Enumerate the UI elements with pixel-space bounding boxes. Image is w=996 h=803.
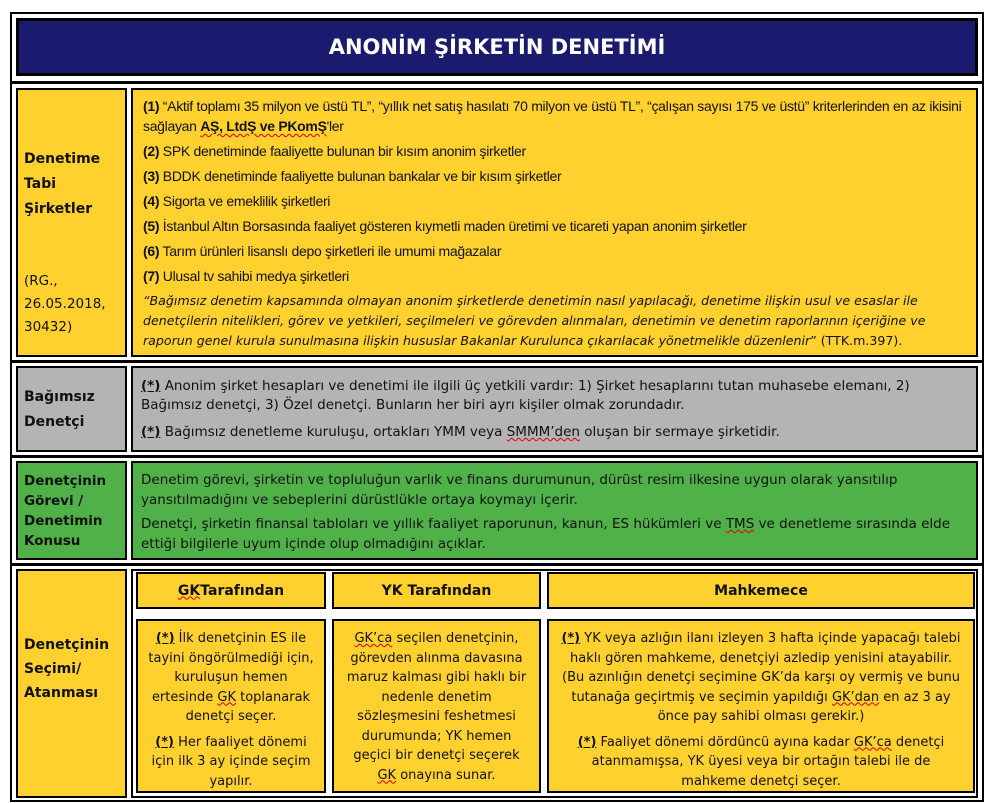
- item-text: sağlayan: [143, 118, 201, 134]
- paragraph-text: yapılır.: [209, 773, 253, 789]
- paragraph-text: yansıtılmadığını ve sebeplerini dürüstlükle ortaya koymayı içerir.: [141, 492, 578, 508]
- item-number: (5): [143, 218, 160, 234]
- paragraph-text: için ilk 3 ay içinde seçim: [151, 754, 311, 769]
- independent-auditor-paragraph-2: [141, 423, 780, 442]
- paragraph-text: TMS: [725, 516, 755, 532]
- paragraph-text: geçici bir denetçi seçerek: [353, 748, 520, 763]
- company-types: AŞ, LtdŞ ve PKomŞ: [200, 118, 327, 134]
- paragraph-text: SMMM’den: [506, 424, 580, 440]
- item-1-line-b: [143, 118, 344, 134]
- paragraph-text: haklı gören mahkeme, denetçiyi azledip yenisini atayabilir.: [570, 650, 952, 666]
- section1-ref-line: 26.05.2018,: [24, 296, 106, 312]
- item-text: Tarım ürünleri lisanslı depo şirketleri ile umumi mağazalar: [159, 243, 502, 259]
- note-marker: (*): [155, 631, 175, 646]
- item-text: BDDK denetiminde faaliyette bulunan bankalar ve bir kısım şirketler: [159, 168, 562, 184]
- paragraph-text: ertesinde: [151, 689, 218, 705]
- paragraph-text: GK’dan: [831, 689, 880, 705]
- col-gk-header: [136, 572, 326, 609]
- header-text: Tarafından: [200, 582, 285, 599]
- independent-auditor-paragraph-1: [141, 377, 910, 415]
- paragraph-text: kuruluşun hemen: [174, 670, 288, 685]
- section2-content-cell: [131, 366, 978, 452]
- note-marker: (*): [141, 378, 161, 394]
- paragraph-text: Bağımsız denetleme kuruluşu, ortakları YMM veya: [160, 424, 507, 440]
- paragraph-text: onayına sunar.: [396, 767, 496, 783]
- paragraph-text: maruz kalması gibi haklı bir: [346, 670, 527, 685]
- item-text: SPK denetiminde faaliyette bulunan bir kısım anonim şirketler: [159, 143, 526, 159]
- section4-label-line: Denetçinin: [24, 637, 110, 653]
- item-number: (7): [143, 268, 160, 284]
- paragraph-text: Her faaliyet dönemi: [173, 734, 307, 750]
- header-text: YK Tarafından: [381, 582, 492, 599]
- item-number: (1): [143, 98, 160, 114]
- section1-ref-line: (RG.,: [24, 273, 58, 289]
- paragraph-text: YK veya azlığın ilanı izleyen 3 hafta içinde yapacağı talebi: [580, 631, 961, 646]
- item-text: “Aktif toplamı 35 milyon ve üstü TL”, “yıllık net satış hasılatı 70 milyon ve üstü TL”, “çalışan sayısı 175 ve üstü” kriterlerinden en az ikisini: [159, 98, 962, 114]
- section1-content-cell: [131, 88, 978, 357]
- col-yk-header: [332, 572, 541, 609]
- paragraph-text: Anonim şirket hesapları ve denetimi ile ilgili üç yetkili vardır: 1) Şirket hesaplarını tutan muhasebe elemanı, 2): [160, 378, 910, 394]
- paragraph-text: ettiği bilgilerle uyum içinde olup olmadığını açıklar.: [141, 536, 486, 552]
- divider: [12, 455, 982, 458]
- item-1-line-a: [143, 98, 961, 114]
- section4-label-cell: [16, 569, 127, 798]
- paragraph-text: oluşan bir sermaye şirketidir.: [579, 424, 780, 440]
- paragraph-text: seçilen denetçinin,: [392, 631, 519, 646]
- section3-label-line: Konusu: [24, 533, 81, 549]
- section3-label-line: Denetimin: [24, 513, 103, 529]
- item-number: (3): [143, 168, 160, 184]
- section4-label-line: Seçimi/: [24, 661, 82, 677]
- note-marker: (*): [155, 734, 174, 750]
- item-text: Sigorta ve emeklilik şirketleri: [159, 193, 331, 209]
- item-7: [143, 268, 349, 284]
- paragraph-text: görevden alınma davasına: [350, 650, 523, 666]
- section3-label-line: Görevi /: [24, 493, 84, 509]
- paragraph-text: mahkeme denetçi seçer.: [681, 773, 841, 789]
- item-text: İstanbul Altın Borsasında faaliyet gösteren kıymetli maden üretimi ve ticareti yapan anonim şirketler: [159, 218, 747, 234]
- paragraph-text: Bağımsız denetçi, 3) Özel denetçi. Bunların her biri ayrı kişiler olmak zorundadır.: [141, 397, 685, 413]
- audit-duty-paragraph-1: [141, 470, 898, 510]
- paragraph-text: Faaliyet dönemi dördüncü ayına kadar: [596, 734, 854, 750]
- section1-label-cell: [16, 88, 127, 357]
- paragraph-text: tayini öngörülmediği için,: [148, 650, 314, 666]
- paragraph-text: toplanarak: [236, 689, 311, 705]
- paragraph-text: durumunda; YK hemen: [361, 728, 512, 744]
- paragraph-text: sözleşmesini feshetmesi: [357, 709, 516, 724]
- divider: [12, 81, 982, 84]
- header-text: Mahkemece: [714, 582, 808, 599]
- section1-label-line: Şirketler: [24, 201, 93, 217]
- paragraph-text: GK’ca: [354, 631, 393, 646]
- divider: [12, 563, 982, 566]
- paragraph-text: ve denetleme sırasında elde: [754, 516, 951, 532]
- paragraph-text: atanmamışsa, YK üyesi veya bir ortağın talebi ile de: [591, 754, 931, 769]
- item-number: (4): [143, 193, 160, 209]
- item-number: (2): [143, 143, 160, 159]
- paragraph-text: GK’ca: [853, 734, 892, 750]
- paragraph-text: denetçi seçer.: [185, 709, 277, 724]
- paragraph-text: İlk denetçinin ES ile: [174, 631, 307, 646]
- header-text: GK: [177, 582, 201, 599]
- paragraph-text: denetçi: [891, 734, 945, 750]
- col-yk-body: [332, 619, 541, 793]
- col-gk-body: [136, 619, 326, 793]
- item-4: [143, 193, 330, 209]
- paragraph-text: en az 3 ay: [879, 689, 951, 705]
- section3-label-cell: [16, 461, 127, 560]
- paragraph-text: GK: [217, 689, 236, 705]
- paragraph-text: nedenle denetim: [381, 689, 492, 705]
- section3-content-cell: [131, 461, 978, 560]
- note-marker: (*): [561, 631, 581, 646]
- quote-line: “Bağımsız denetim kapsamında olmayan anonim şirketlerde denetimin nasıl yapılacağı, denetime ilişkin usul ve esaslar ile: [143, 293, 918, 308]
- item-number: (6): [143, 243, 160, 259]
- section1-ref-line: 30432): [24, 319, 73, 335]
- paragraph-text: Denetçi, şirketin finansal tabloları ve yıllık faaliyet raporunun, kanun, ES hükümleri ve: [141, 516, 726, 532]
- section1-label-line: Tabi: [24, 176, 57, 192]
- page-title-bar: [16, 18, 978, 76]
- section4-label-line: Atanması: [24, 685, 99, 701]
- item-6: [143, 243, 501, 259]
- col-court-header: [547, 572, 975, 609]
- section2-label-line: Denetçi: [24, 414, 85, 430]
- col-court-body: [547, 619, 975, 793]
- ttk-quote: [143, 291, 926, 351]
- paragraph-text: önce pay sahibi olması gerekir.): [657, 709, 865, 724]
- divider: [12, 360, 982, 363]
- item-5: [143, 218, 746, 234]
- note-marker: (*): [141, 424, 161, 440]
- note-marker: (*): [577, 734, 597, 750]
- section2-label-line: Bağımsız: [24, 389, 95, 405]
- paragraph-text: (Bu azınlığın denetçi seçimine GK’da karşı oy vermiş ve bunu: [562, 670, 960, 685]
- section1-label-line: Denetime: [24, 151, 101, 167]
- item-3: [143, 168, 561, 184]
- section3-label-line: Denetçinin: [24, 473, 107, 489]
- quote-line: denetçilerin nitelikleri, görev ve yetkileri, seçilmeleri ve görevden alınmaları, denetimin ve denetim raporlarının içeriğine ve: [143, 313, 926, 328]
- paragraph-text: GK: [377, 767, 397, 783]
- item-text: 'ler: [326, 118, 344, 134]
- quote-line: raporun genel kurula sunulmasına ilişkin hususlar Bakanlar Kurulunca çıkarılacak yönetmelikle düzenlenir: [143, 333, 811, 348]
- item-text: Ulusal tv sahibi medya şirketleri: [159, 268, 349, 284]
- audit-duty-paragraph-2: [141, 514, 950, 554]
- paragraph-text: Denetim görevi, şirketin ve topluluğun varlık ve finans durumunun, dürüst resim ilkesine uygun olarak yansıtılıp: [141, 472, 898, 488]
- item-2: [143, 143, 526, 159]
- paragraph-text: tutanağa geçirtmiş ve seçimin yapıldığı: [571, 689, 832, 705]
- quote-reference: ” (TTK.m.397).: [810, 333, 903, 348]
- section2-label-cell: [16, 366, 127, 452]
- page-title: ANONİM ŞİRKETİN DENETİMİ: [328, 35, 666, 59]
